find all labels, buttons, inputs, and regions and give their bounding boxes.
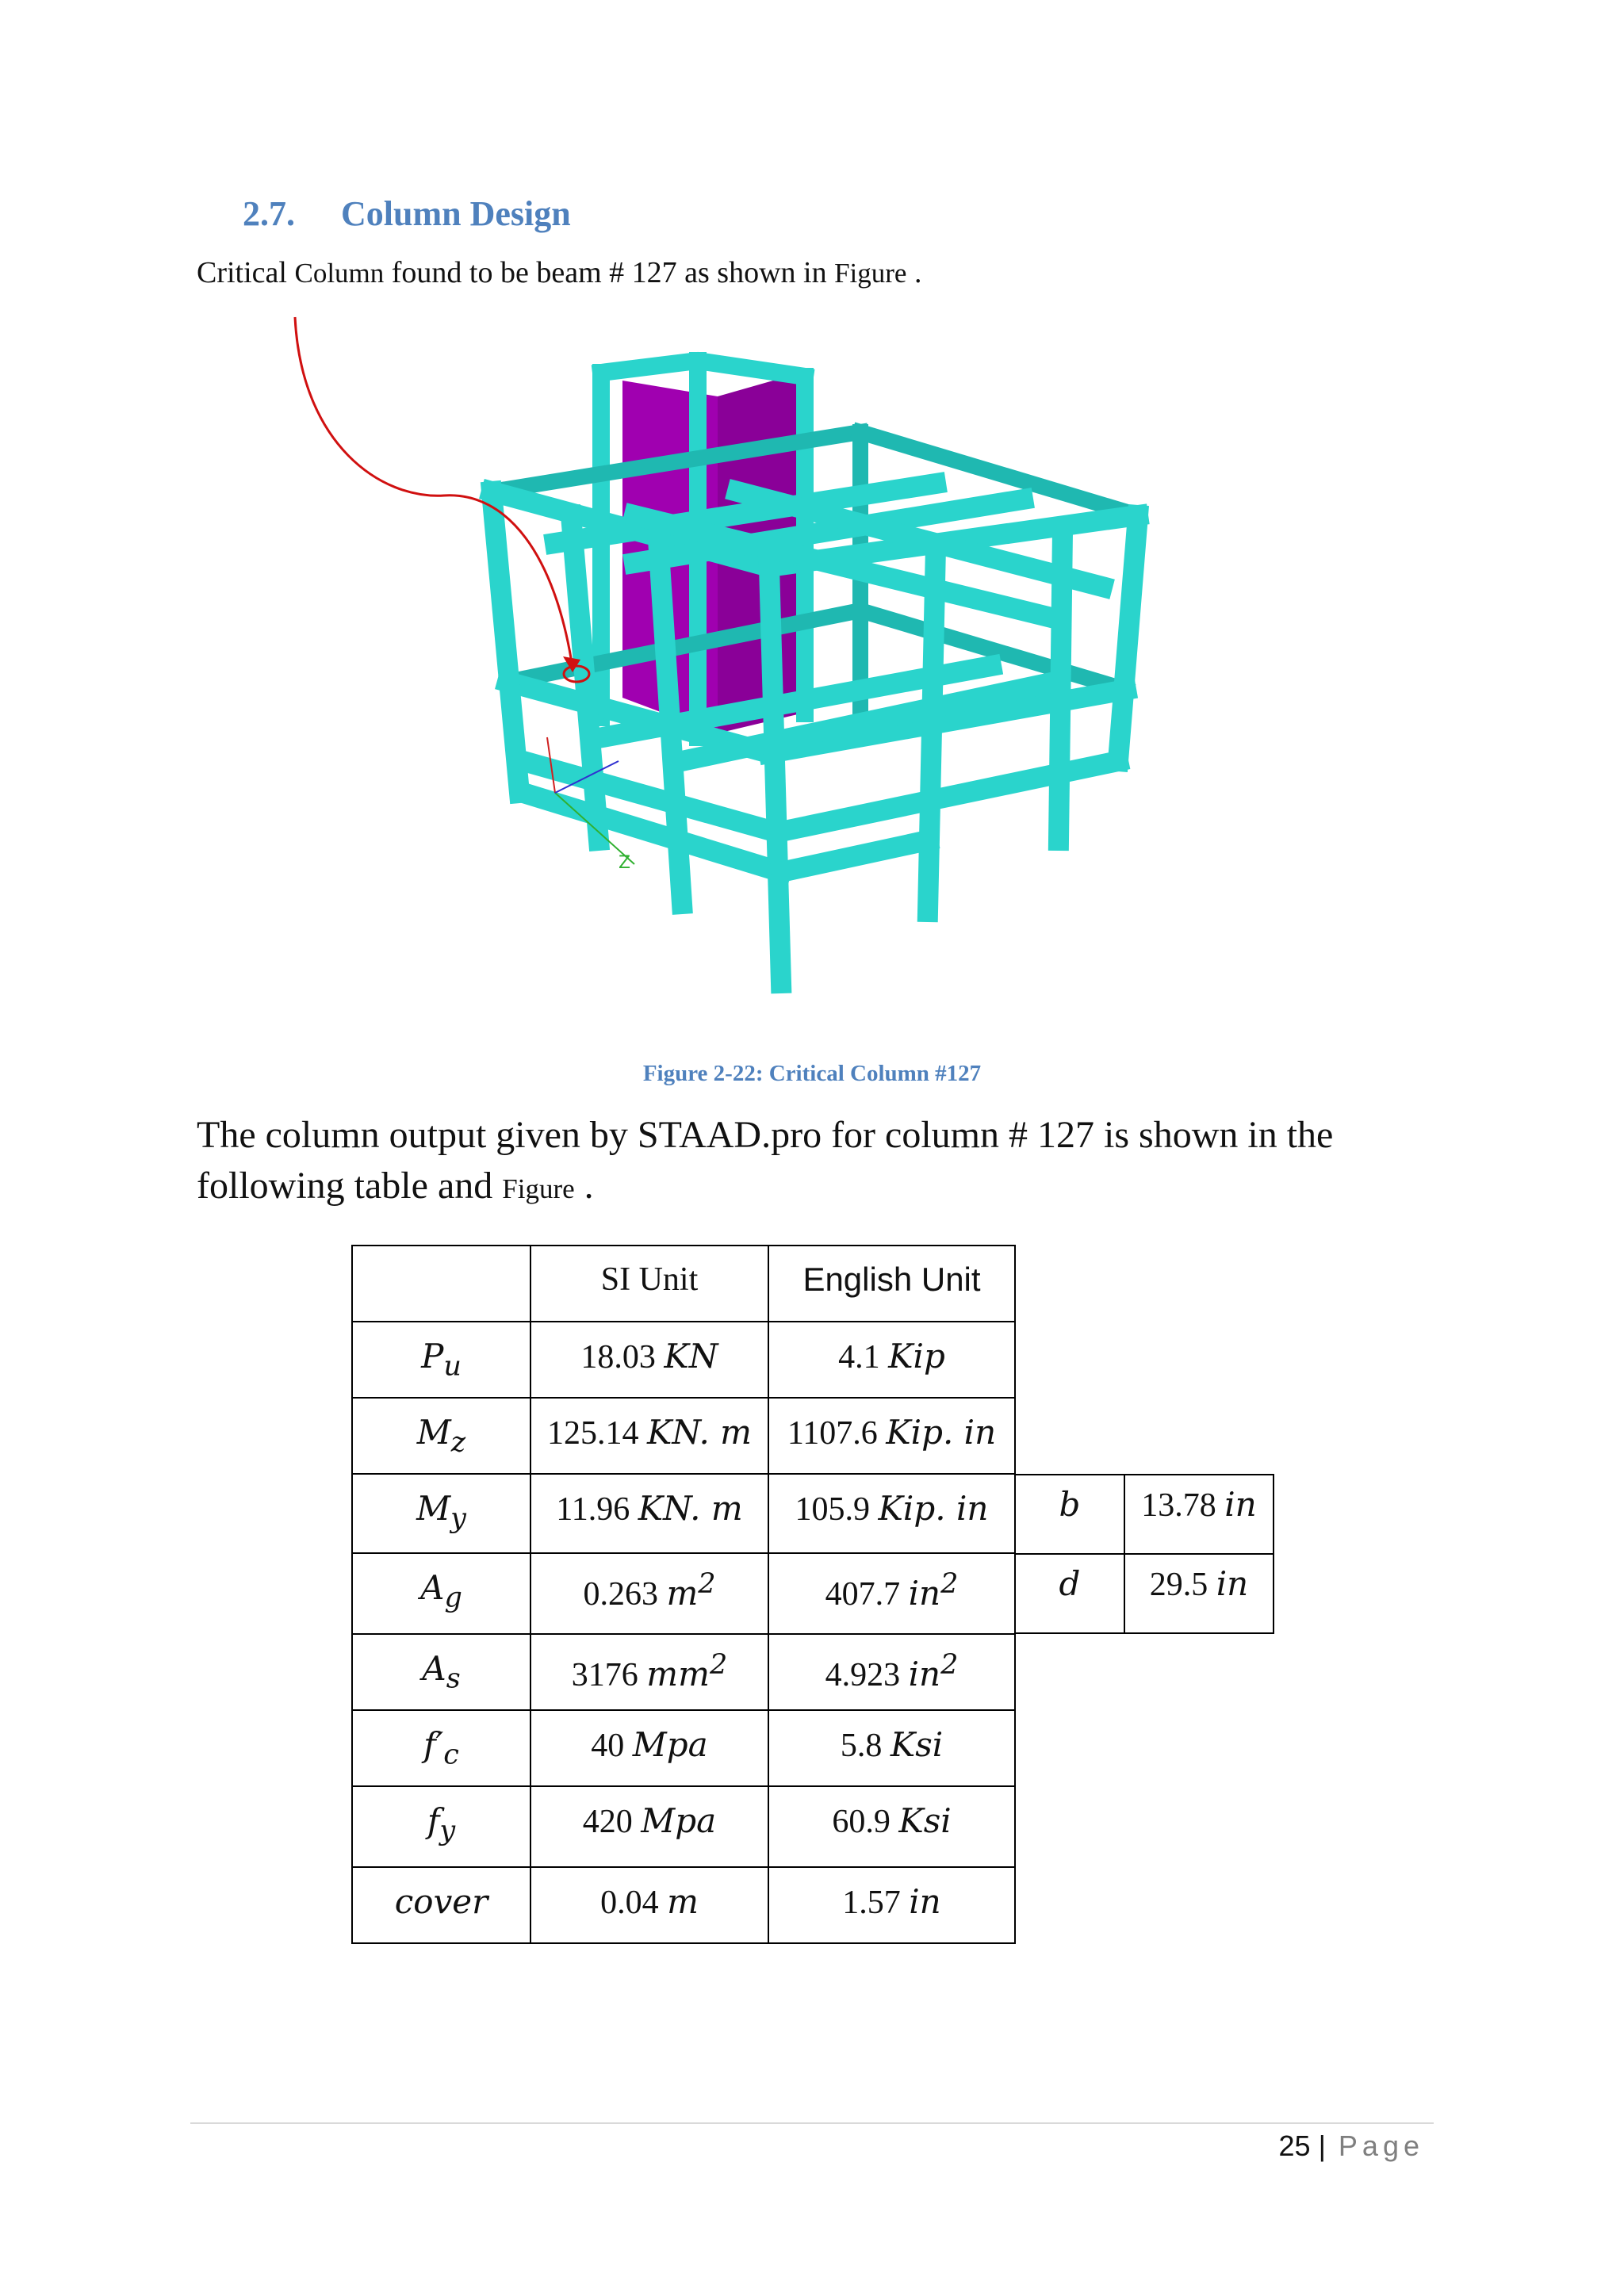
section-heading: [243, 193, 571, 234]
table-header-row: [352, 1246, 1015, 1322]
row-si-value: 3176 $mm^2$: [530, 1634, 768, 1710]
structure-model-figure: [270, 313, 1189, 1011]
row-si-value: 0.04 m: [530, 1867, 768, 1943]
row-english-value: 4.923 $in^2$: [768, 1634, 1015, 1710]
table-row: [352, 1634, 1015, 1710]
row-english-value: 5.8 Ksi: [768, 1710, 1015, 1786]
header-si-unit: SI Unit: [530, 1246, 768, 1322]
axis-z-label: Z: [619, 853, 631, 873]
row-symbol: $P_u$: [352, 1322, 530, 1398]
dimension-row: [1015, 1554, 1274, 1633]
row-english-value: 1107.6 Kip. in: [768, 1398, 1015, 1474]
column-output-table: [351, 1245, 1016, 1944]
table-row: [352, 1710, 1015, 1786]
intro-sentence: [197, 255, 921, 290]
table-row: [352, 1867, 1015, 1943]
row-si-value: 40 Mpa: [530, 1710, 768, 1786]
row-symbol: $f'_c$: [352, 1710, 530, 1786]
dimension-value: 29.5 in: [1124, 1554, 1274, 1633]
row-english-value: 407.7 $in^2$: [768, 1553, 1015, 1634]
intro-text-2: found to be beam # 127 as shown in: [384, 256, 835, 289]
dimension-row: [1015, 1475, 1274, 1554]
row-english-value: 60.9 Ksi: [768, 1786, 1015, 1867]
row-si-value: 420 Mpa: [530, 1786, 768, 1867]
row-si-value: 11.96 KN. m: [530, 1474, 768, 1553]
table-row: [352, 1322, 1015, 1398]
intro-text: Critical: [197, 256, 295, 289]
row-si-value: 125.14 KN. m: [530, 1398, 768, 1474]
page-label: Page: [1325, 2130, 1424, 2162]
row-symbol: $A_s$: [352, 1634, 530, 1710]
intro-period: .: [906, 256, 922, 289]
dimension-value: 13.78 in: [1124, 1475, 1274, 1554]
intro-column-word: Column: [294, 258, 385, 289]
page-footer: [1279, 2130, 1424, 2163]
table-row: [352, 1786, 1015, 1867]
row-si-value: 18.03 KN: [530, 1322, 768, 1398]
row-english-value: 4.1 Kip: [768, 1322, 1015, 1398]
intro-figure-ref[interactable]: Figure: [834, 258, 907, 289]
row-english-value: 1.57 in: [768, 1867, 1015, 1943]
row-symbol: cover: [352, 1867, 530, 1943]
table-row: [352, 1553, 1015, 1634]
row-si-value: 0.263 $m^2$: [530, 1553, 768, 1634]
footer-separator: |: [1318, 2130, 1326, 2162]
front-frame: [492, 484, 1138, 983]
header-blank: [352, 1246, 530, 1322]
header-english-unit: English Unit: [768, 1246, 1015, 1322]
page-number: 25: [1278, 2130, 1319, 2162]
row-symbol: $A_g$: [352, 1553, 530, 1634]
paragraph-period: .: [574, 1165, 594, 1207]
section-title: Column Design: [341, 194, 571, 233]
paragraph-figure-ref[interactable]: Figure: [502, 1173, 575, 1204]
row-symbol: $M_z$: [352, 1398, 530, 1474]
row-english-value: 105.9 Kip. in: [768, 1474, 1015, 1553]
table-row: [352, 1398, 1015, 1474]
table-row: [352, 1474, 1015, 1553]
paragraph-text: The column output given by STAAD.pro for column # 127 is shown in the following table and: [197, 1114, 1334, 1207]
row-symbol: $M_y$: [352, 1474, 530, 1553]
row-symbol: $f_y$: [352, 1786, 530, 1867]
body-paragraph: [197, 1110, 1434, 1215]
footer-divider: [190, 2122, 1434, 2124]
dimension-symbol: d: [1015, 1554, 1124, 1633]
section-dimensions-table: [1014, 1474, 1274, 1634]
dimension-symbol: b: [1015, 1475, 1124, 1554]
section-number: 2.7.: [243, 194, 295, 233]
figure-caption: Figure 2-22: Critical Column #127: [642, 1061, 982, 1086]
